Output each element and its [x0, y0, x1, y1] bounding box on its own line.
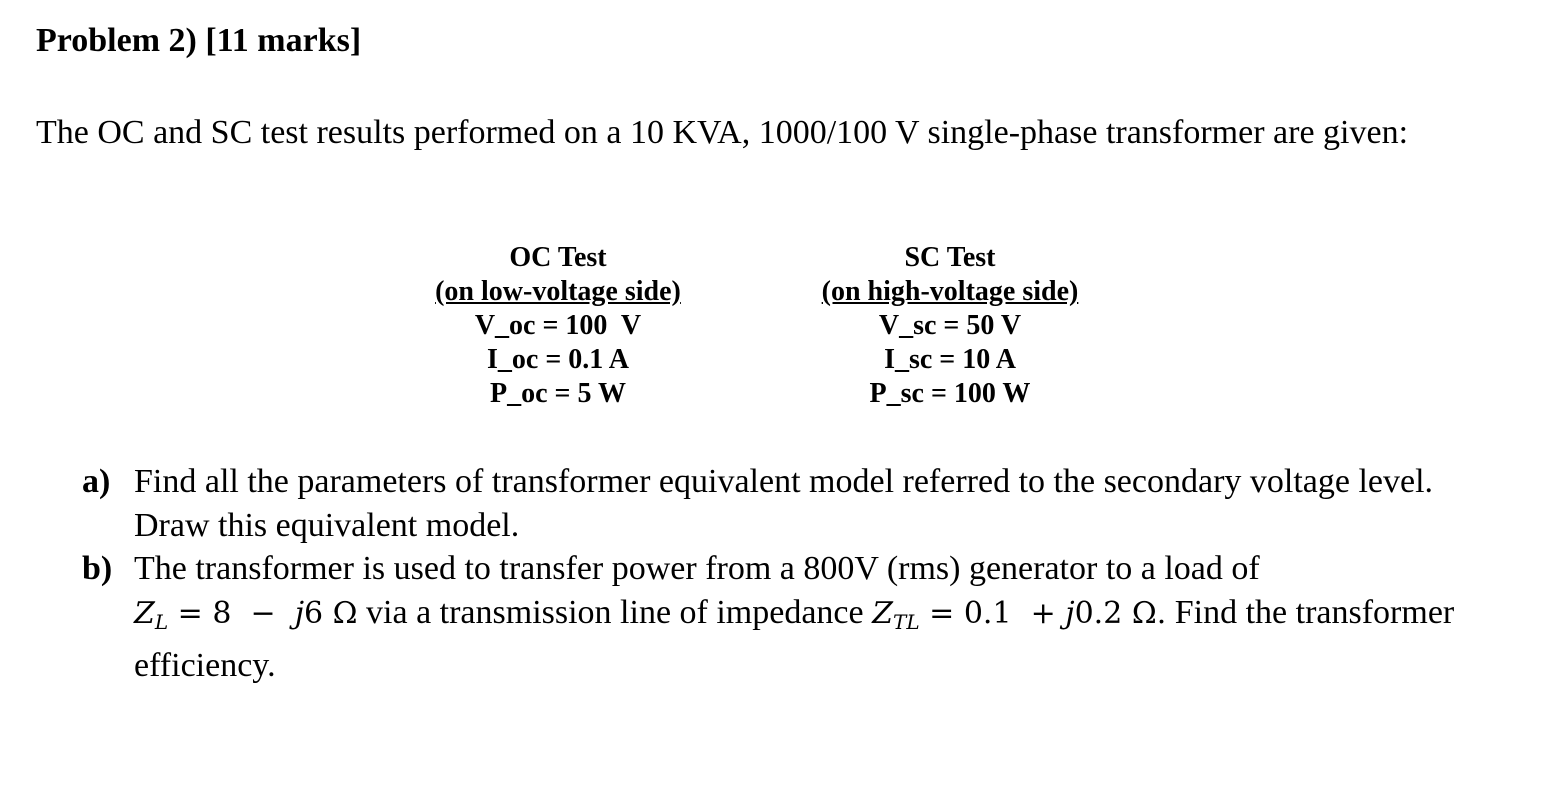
question-b [82, 547, 1502, 688]
question-b-text [134, 547, 1502, 688]
sc-voltage: V_sc = 50 V [878, 310, 1022, 341]
oc-test-block [408, 241, 708, 411]
question-b-text-part2: via a transmission line of impedance [357, 593, 873, 631]
load-impedance-subscript: L [154, 609, 169, 634]
load-impedance-symbol: Z [134, 595, 155, 631]
sc-current: I_sc = 10 A [884, 344, 1016, 375]
oc-test-subheading: (on low-voltage side) [435, 276, 681, 307]
line-impedance-j: j [1065, 595, 1075, 631]
question-a [82, 460, 1502, 547]
line-impedance-symbol: Z [872, 595, 893, 631]
problem-intro: The OC and SC test results performed on a 10 KVA, 1000/100 V single-phase transformer are given: [36, 114, 1409, 151]
load-impedance-imag: 6 Ω [304, 595, 358, 631]
question-b-marker: b) [82, 550, 113, 587]
sc-test-heading: SC Test [904, 242, 996, 273]
line-impedance-imag: 0.2 Ω. [1074, 595, 1167, 631]
question-list [82, 460, 1502, 688]
question-a-marker: a) [82, 463, 111, 500]
line-impedance-real: = 0.1 + [919, 595, 1066, 631]
question-b-text-part1: The transformer is used to transfer power from a 800V (rms) generator to a load of [134, 550, 1260, 587]
load-impedance-j: j [294, 595, 305, 631]
question-b-text-part3: Find the transformer efficiency. [134, 593, 1455, 684]
sc-test-block [800, 241, 1100, 411]
load-impedance-real: = 8 − [168, 595, 295, 631]
sc-test-subheading: (on high-voltage side) [821, 276, 1079, 307]
oc-voltage: V_oc = 100 V [474, 310, 642, 341]
oc-current: I_oc = 0.1 A [487, 344, 629, 375]
sc-power: P_sc = 100 W [869, 378, 1031, 409]
oc-power: P_oc = 5 W [490, 378, 626, 409]
line-impedance-subscript: TL [892, 609, 920, 634]
question-a-text: Find all the parameters of transformer equivalent model referred to the secondary voltage level. Draw this equivalent model. [134, 463, 1434, 544]
oc-test-heading: OC Test [509, 242, 607, 273]
problem-title: Problem 2) [11 marks] [36, 22, 362, 59]
